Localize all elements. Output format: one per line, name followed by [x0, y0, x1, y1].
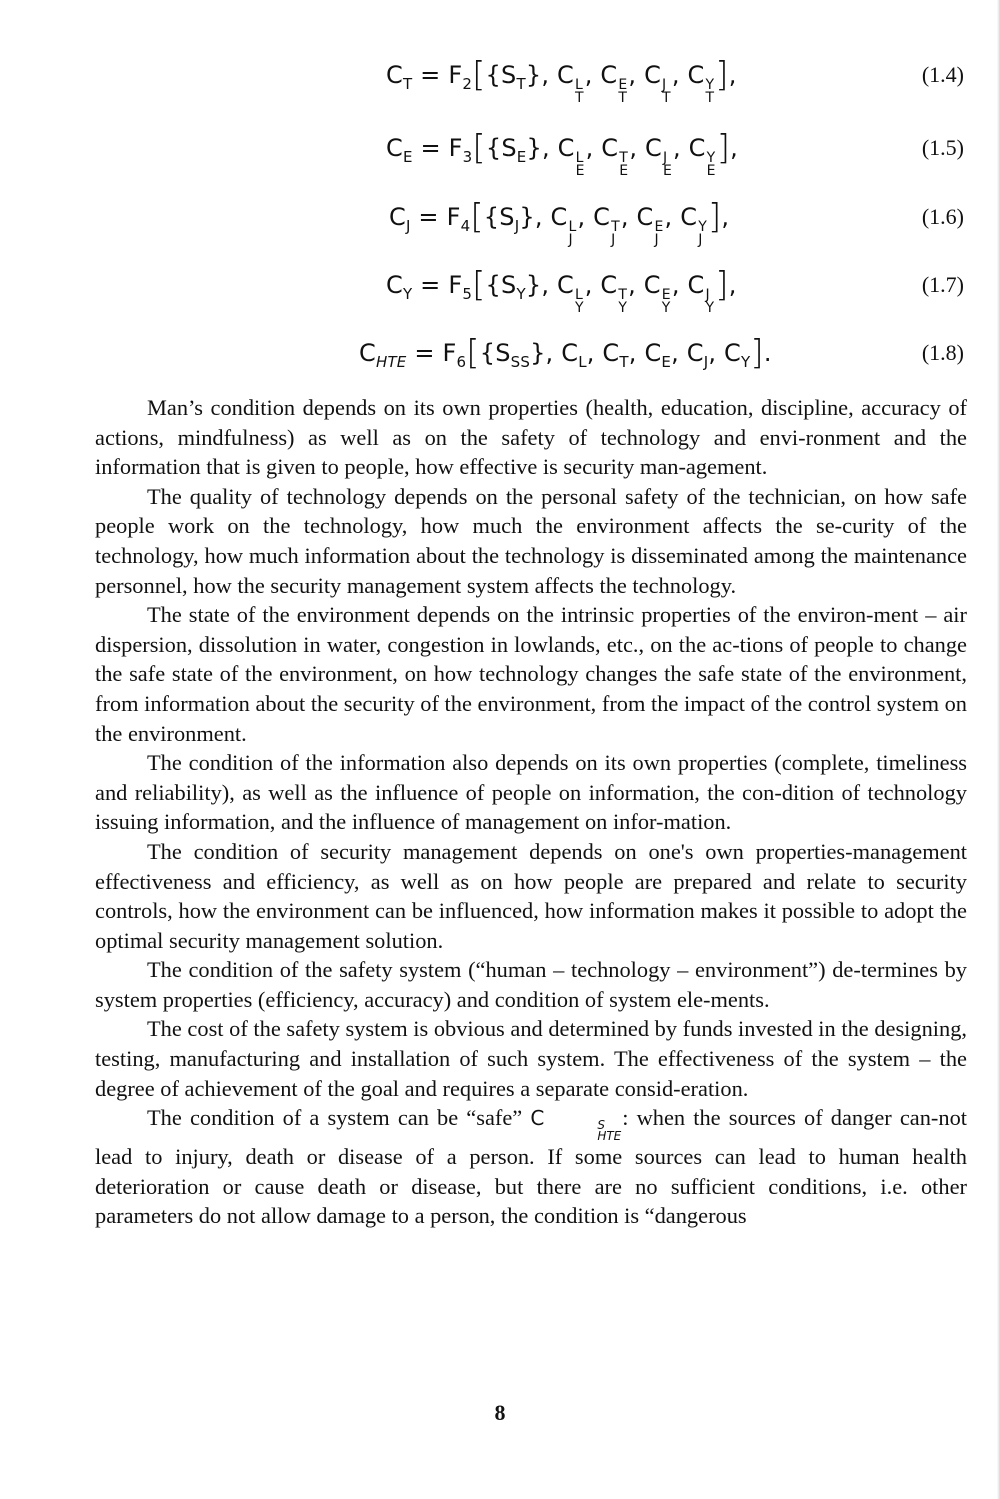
paragraph-mans-condition: Man’s condition depends on its own properties (health, education, discipline, accuracy of actions, mindfulness) as well as on the safety of technology and envi-ronment and the information that is given to people, how effective is security man-agement.: [95, 395, 967, 480]
equation-body: $C_{HTE} = F_6[\{S_{SS}\}$, $C_L$, $C_T$, $C_E$, $C_J$, $C_Y$].: [359, 333, 772, 373]
equation-body: $C_J = F_4[\{S_J\}$, C L J , C T J , C E J , C Y J ],: [389, 197, 730, 248]
page-number: 8: [494, 1400, 506, 1425]
paragraph-system-cost: The cost of the safety system is obvious and determined by funds invested in the designing, testing, manufacturing and installation of such system. The effectiveness of the system – the degree of achievement of the goal and requires a separate consid-eration.: [95, 1016, 967, 1101]
paragraph-safe-condition: The condition of a system can be “safe” C S HTE : when the sources of danger can-not lead to injury, death or disease of a person. If some sources can lead to human health deterioration or cause death or disease, but there are no sufficient conditions, i.e. other parameters do not allow damage to a person, the condition is “dangerous: [95, 1105, 967, 1229]
paragraph-technology-quality: The quality of technology depends on the personal safety of the technician, on how safe people work on the technology, how much the environment affects the se-curity of the technology, how much information about the technology is disseminated among the maintenance personnel, how the security management system affects the technology.: [95, 483, 967, 598]
equation-1-4: [0, 55, 1000, 106]
equation-number: (1.7): [921, 272, 964, 297]
paragraph-safety-system: The condition of the safety system (“human – technology – environment”) de-termines by system properties (efficiency, accuracy) and condition of system ele-ments.: [95, 957, 967, 1012]
paragraph-security-management: The condition of security management depends on one's own properties-management effectiveness and efficiency, as well as on how people are prepared and relate to security controls, how the environment can be influenced, how information makes it possible to adopt the optimal security management solution.: [95, 838, 967, 953]
safe-condition-symbol: C S HTE: [530, 1106, 622, 1144]
body-text: [95, 393, 967, 1231]
equation-1-5: [0, 128, 1000, 179]
paragraph-environment-state: The state of the environment depends on the intrinsic properties of the environ-ment – air dispersion, dissolution in water, congestion in lowlands, etc., on the ac-tions of people to change the safe state of the environment, on how technology changes the safe state of the environment, from information about the security of the environment, from the impact of the control system on the environment.: [95, 602, 967, 746]
equation-1-6: [0, 197, 1000, 248]
equation-body: $C_Y = F_5[\{S_Y\}$, C L Y , C T Y , C E Y , C J Y ],: [386, 265, 737, 316]
equation-number: (1.6): [921, 204, 964, 229]
equation-1-7: [0, 265, 1000, 316]
paragraph-information-condition: The condition of the information also depends on its own properties (complete, timeliness and reliability), as well as the influence of people on information, the con-dition of technology issuing information, and the influence of management on infor-mation.: [95, 750, 967, 835]
equation-number: (1.8): [921, 340, 964, 365]
equation-number: (1.5): [921, 135, 964, 160]
equation-body: $C_T = F_2[\{S_T\}$, C L T , C E T , C J T , C Y T ],: [386, 55, 737, 106]
equation-body: $C_E = F_3[\{S_E\}$, C L E , C T E , C J E , C Y E ],: [386, 128, 738, 179]
equation-1-8: [0, 333, 1000, 373]
equation-number: (1.4): [921, 62, 964, 87]
